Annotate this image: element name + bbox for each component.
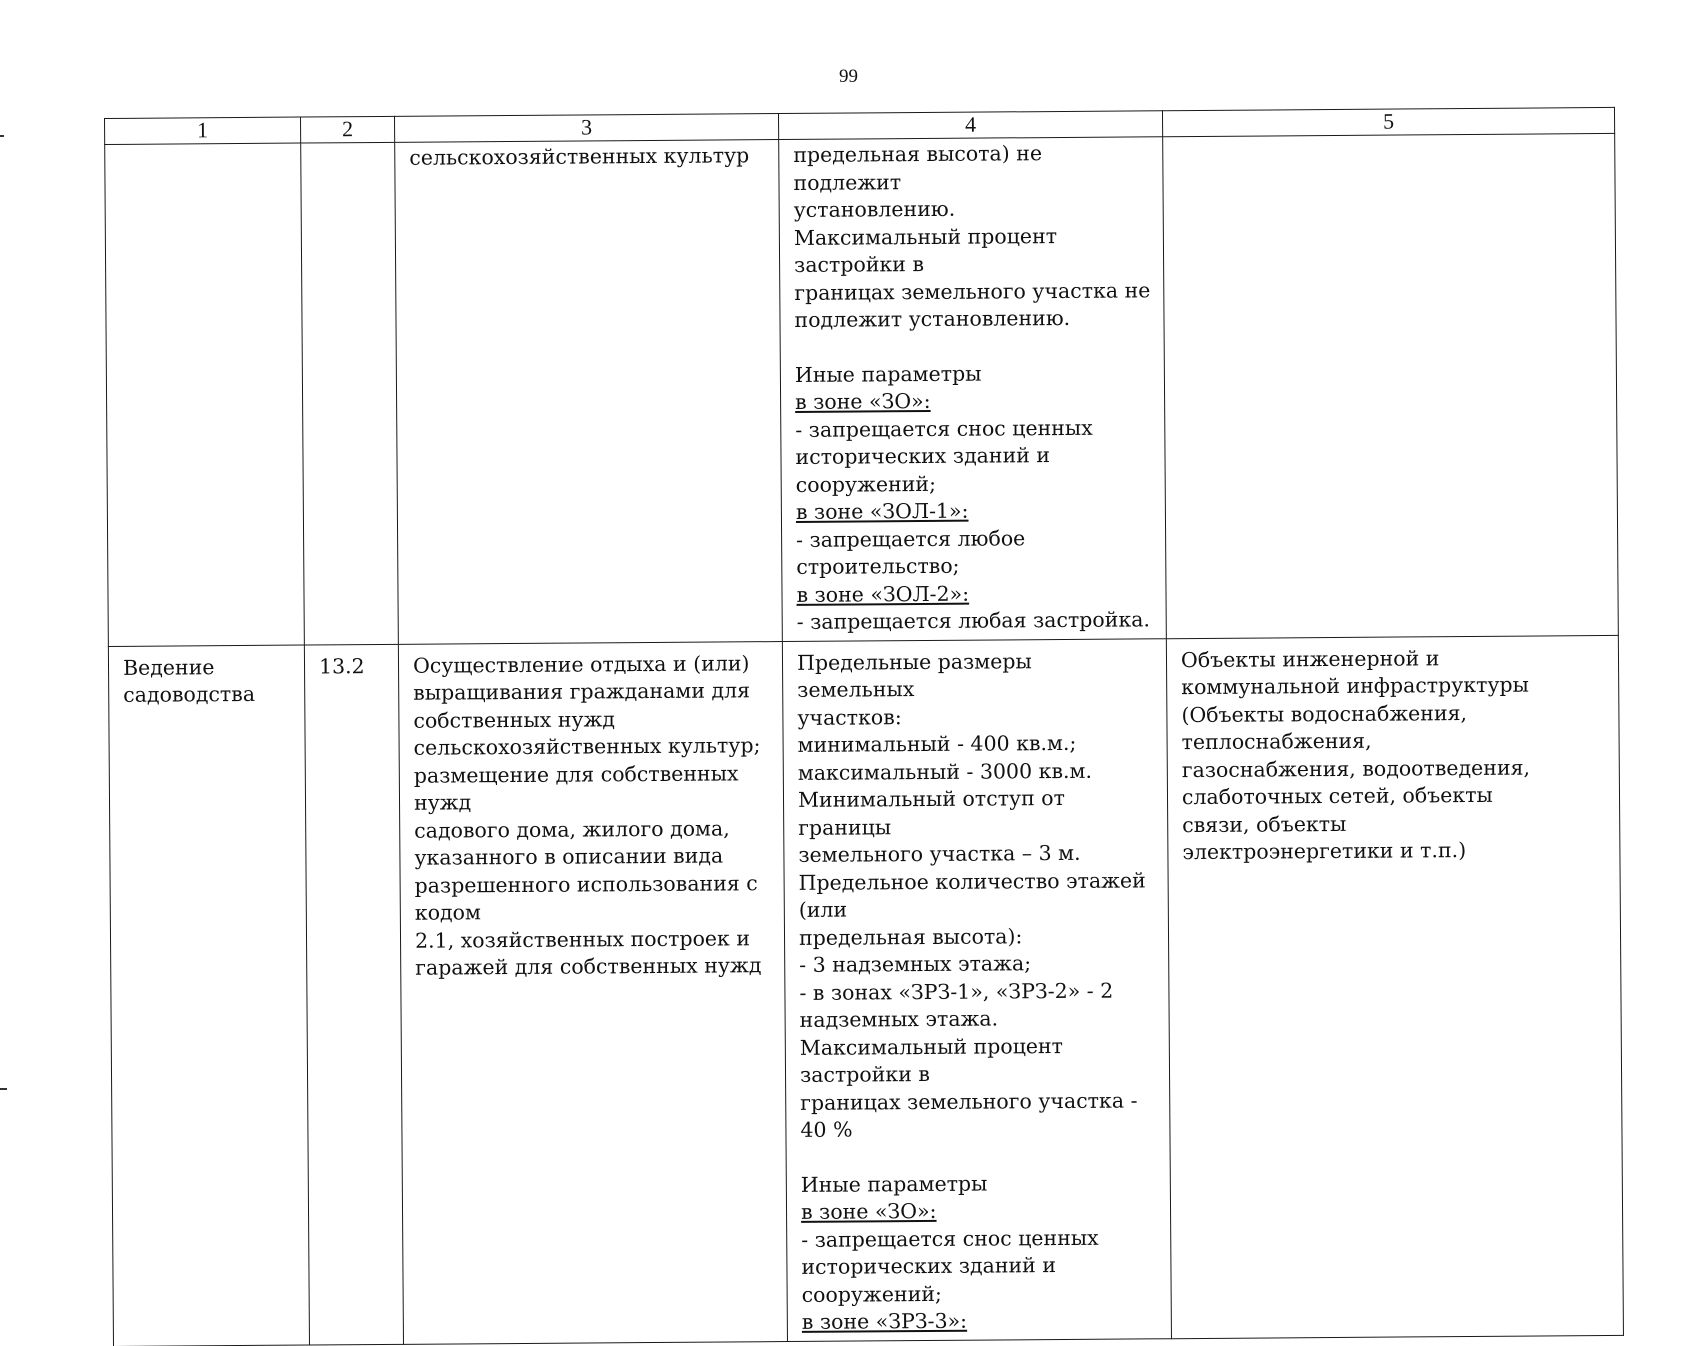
auxiliary-line: (Объекты водоснабжения,	[1181, 700, 1468, 727]
header-col-4: 4	[778, 111, 1162, 140]
zone-rule-line: исторических зданий и сооружений;	[801, 1253, 1057, 1307]
table-row-gardening	[108, 635, 1623, 1346]
cont-cell-col2	[301, 142, 399, 644]
param-line: Предельные размеры земельных	[796, 648, 1032, 702]
zone-rule-line: исторических зданий и сооружений;	[795, 443, 1051, 497]
header-col-1: 1	[105, 117, 301, 144]
cont-param-line: Максимальный процент застройки в	[793, 223, 1058, 277]
param-line: минимальный - 400 кв.м.;	[797, 730, 1077, 757]
header-col-5: 5	[1162, 107, 1614, 136]
param-line: границах земельного участка - 40 %	[800, 1087, 1138, 1142]
description-line: размещение для собственных нужд	[413, 760, 739, 815]
param-line: участков:	[797, 704, 902, 730]
zone-label-zo: в зоне «ЗО»:	[800, 1198, 937, 1224]
use-code: 13.2	[318, 653, 365, 678]
header-col-2: 2	[300, 116, 394, 143]
use-name-line: Ведение	[122, 654, 215, 680]
zone-label-zol2: в зоне «ЗОЛ-2»:	[796, 581, 970, 607]
zone-rule-line: - запрещается любая застройка.	[796, 607, 1151, 634]
auxiliary-line: теплоснабжения,	[1181, 728, 1372, 755]
land-use-table	[104, 107, 1624, 1346]
auxiliary-line: коммунальной инфраструктуры	[1181, 672, 1530, 700]
cell-parameters	[782, 638, 1171, 1341]
other-params	[801, 1169, 1159, 1337]
auxiliary-line: Объекты инженерной и	[1180, 645, 1440, 672]
zone-rule-line: - запрещается снос ценных	[801, 1225, 1099, 1252]
description-line: сельскохозяйственных культур;	[413, 733, 761, 760]
cont-cell-col1	[105, 143, 305, 646]
cont-param-line: установлению.	[793, 196, 956, 222]
use-name-line: садоводства	[123, 681, 256, 707]
page-number: 99	[839, 66, 858, 87]
param-line: земельного участка – 3 м.	[798, 840, 1081, 867]
param-line: Максимальный процент застройки в	[799, 1033, 1064, 1087]
description-line: гаражей для собственных нужд	[415, 953, 762, 980]
auxiliary-line: электроэнергетики и т.п.)	[1182, 838, 1467, 865]
auxiliary-line: связи, объекты	[1182, 811, 1347, 837]
zone-label-zrz3: в зоне «ЗРЗ-3»:	[801, 1308, 968, 1334]
cont-other-params	[795, 359, 1154, 637]
cont-param-line: предельная высота) не подлежит	[793, 141, 1043, 195]
scan-edge-mark	[0, 135, 4, 137]
table-row-continued	[105, 133, 1619, 646]
cont-param-line: границах земельного участка не	[794, 277, 1151, 305]
header-col-3: 3	[394, 114, 778, 143]
param-line: - в зонах «ЗРЗ-1», «ЗРЗ-2» - 2	[799, 978, 1114, 1005]
param-line: надземных этажа.	[799, 1006, 999, 1032]
other-params-title: Иные параметры	[794, 361, 982, 387]
scan-edge-mark	[0, 1088, 7, 1090]
description-line: Осуществление отдыха и (или)	[412, 650, 750, 678]
cont-cell-parameters	[779, 137, 1167, 641]
cont-param-line: подлежит установлению.	[794, 305, 1071, 332]
description-line: собственных нужд	[413, 706, 616, 733]
auxiliary-line: газоснабжения, водоотведения,	[1181, 755, 1531, 782]
zone-rule-line: - запрещается любое строительство;	[796, 525, 1026, 579]
description-line: указанного в описании вида	[414, 843, 724, 870]
auxiliary-line: слаботочных сетей, объекты	[1181, 782, 1493, 810]
description-line: садового дома, жилого дома,	[414, 815, 730, 843]
zone-label-zol1: в зоне «ЗОЛ-1»:	[795, 498, 969, 524]
other-params-title: Иные параметры	[800, 1171, 988, 1197]
zone-label-zo: в зоне «ЗО»:	[795, 388, 931, 414]
param-line: - 3 надземных этажа;	[799, 951, 1032, 977]
description-line: 2.1, хозяйственных построек и	[414, 925, 751, 953]
param-line: Минимальный отступ от границы	[797, 785, 1066, 840]
cell-auxiliary-uses	[1166, 635, 1623, 1338]
cell-use-code	[304, 644, 403, 1345]
description-line: выращивания гражданами для	[413, 678, 751, 705]
zone-rule-line: - запрещается снос ценных	[795, 415, 1093, 442]
description-line: разрешенного использования с кодом	[414, 870, 758, 925]
cell-description	[398, 641, 787, 1344]
cont-description-text: сельскохозяйственных культур	[409, 143, 750, 170]
cell-use-name	[108, 645, 309, 1346]
cont-cell-description	[395, 140, 783, 644]
param-line: Предельное количество этажей (или	[798, 867, 1146, 922]
cont-cell-col5	[1163, 133, 1619, 638]
param-line: предельная высота):	[798, 923, 1023, 950]
param-line: максимальный - 3000 кв.м.	[797, 758, 1093, 785]
